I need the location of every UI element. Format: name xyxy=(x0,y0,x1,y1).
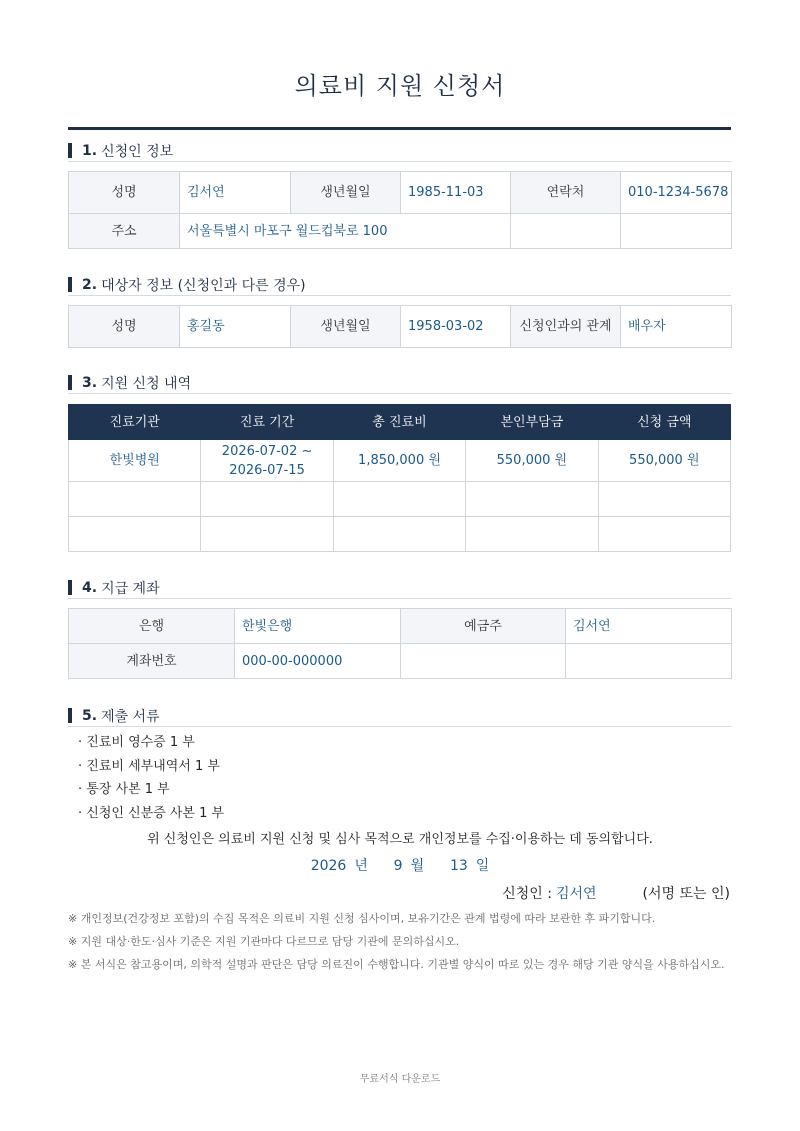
date-month: 9 xyxy=(393,858,403,874)
footer-text: 무료서식 다운로드 xyxy=(359,1074,441,1085)
signature-label: 신청인 : xyxy=(502,886,552,902)
account-number: 000-00-000000 xyxy=(235,644,401,679)
row-period: 2026-07-02 ~ 2026-07-15 xyxy=(201,440,333,482)
note-item: ※ 지원 대상·한도·심사 기준은 지원 기관마다 다르므로 담당 기관에 문의하십시오. xyxy=(68,935,460,948)
application-date xyxy=(0,855,800,875)
table-row-empty xyxy=(69,482,731,517)
col-header-hospital: 진료기관 xyxy=(69,405,201,440)
section-number: 2. xyxy=(82,276,98,293)
row-total: 1,850,000 원 xyxy=(333,440,465,482)
section-marker xyxy=(68,143,72,158)
date-day: 13 xyxy=(449,858,468,874)
list-item: · 진료비 영수증 1 부 xyxy=(78,735,195,750)
empty-cell xyxy=(69,482,201,517)
consent-statement: 위 신청인은 의료비 지원 신청 및 심사 목적으로 개인정보를 수집·이용하는 데 동의합니다. xyxy=(147,832,653,847)
table-row-empty xyxy=(69,517,731,552)
account-number-label: 계좌번호 xyxy=(69,644,235,679)
section-title: 신청인 정보 xyxy=(101,143,174,160)
note-item: ※ 본 서식은 참고용이며, 의학적 설명과 판단은 담당 의료진이 수행합니다. 기관별 양식이 따로 있는 경우 해당 기관 양식을 사용하십시오. xyxy=(68,958,725,971)
signature-note: (서명 또는 인) xyxy=(642,886,730,902)
empty-cell xyxy=(621,214,732,249)
list-item: · 진료비 세부내역서 1 부 xyxy=(78,758,220,774)
section-number: 3. xyxy=(82,374,98,391)
subject-relation: 배우자 xyxy=(621,306,732,348)
signature-line xyxy=(502,883,730,903)
subject-table xyxy=(68,305,732,348)
date-year: 2026 xyxy=(310,858,347,874)
subject-name: 홍길동 xyxy=(180,306,291,348)
signature-name: 김서연 xyxy=(555,886,597,902)
row-hospital: 한빛병원 xyxy=(69,440,201,482)
row-copay: 550,000 원 xyxy=(466,440,598,482)
section-account-header xyxy=(68,577,731,599)
empty-cell xyxy=(566,644,732,679)
notes xyxy=(68,910,731,979)
date-year-unit: 년 xyxy=(354,858,368,874)
subject-birth-label: 생년월일 xyxy=(291,306,401,348)
col-header-period: 진료 기간 xyxy=(201,405,333,440)
documents-list xyxy=(78,733,224,827)
applicant-table xyxy=(68,171,732,249)
row-amount: 550,000 원 xyxy=(598,440,730,482)
date-day-unit: 일 xyxy=(475,858,490,874)
support-table xyxy=(68,404,731,552)
empty-cell xyxy=(201,517,333,552)
applicant-name: 김서연 xyxy=(180,172,291,214)
col-header-amount: 신청 금액 xyxy=(598,405,730,440)
holder-label: 예금주 xyxy=(401,609,566,644)
account-table xyxy=(68,608,732,679)
applicant-address: 서울특별시 마포구 월드컵북로 100 xyxy=(180,214,511,249)
bank-name: 한빛은행 xyxy=(235,609,401,644)
section-title: 대상자 정보 (신청인과 다른 경우) xyxy=(101,277,306,294)
section-marker xyxy=(68,375,72,390)
section-marker xyxy=(68,277,72,292)
empty-cell xyxy=(69,517,201,552)
col-header-copay: 본인부담금 xyxy=(466,405,598,440)
subject-birth: 1958-03-02 xyxy=(401,306,511,348)
section-number: 5. xyxy=(82,707,98,724)
applicant-phone: 010-1234-5678 xyxy=(621,172,732,214)
empty-cell xyxy=(511,214,621,249)
col-header-total: 총 진료비 xyxy=(333,405,465,440)
list-item: · 통장 사본 1 부 xyxy=(78,782,170,797)
empty-cell xyxy=(466,517,598,552)
table-row xyxy=(69,440,731,482)
empty-cell xyxy=(333,517,465,552)
section-title: 제출 서류 xyxy=(101,708,160,725)
document-title: 의료비 지원 신청서 xyxy=(294,72,506,100)
section-number: 4. xyxy=(82,579,98,596)
subject-name-label: 성명 xyxy=(69,306,180,348)
applicant-name-label: 성명 xyxy=(69,172,180,214)
empty-cell xyxy=(333,482,465,517)
empty-cell xyxy=(401,644,566,679)
title-divider xyxy=(68,127,731,130)
empty-cell xyxy=(598,482,730,517)
list-item: · 신청인 신분증 사본 1 부 xyxy=(78,805,225,821)
applicant-birth-label: 생년월일 xyxy=(291,172,401,214)
section-title: 지급 계좌 xyxy=(101,580,160,597)
section-applicant-header xyxy=(68,140,731,162)
subject-relation-label: 신청인과의 관계 xyxy=(511,306,621,348)
applicant-phone-label: 연락처 xyxy=(511,172,621,214)
section-support-header xyxy=(68,372,731,394)
section-marker xyxy=(68,580,72,595)
empty-cell xyxy=(466,482,598,517)
date-month-unit: 월 xyxy=(410,858,425,874)
note-item: ※ 개인정보(건강정보 포함)의 수집 목적은 의료비 지원 신청 심사이며, 보유기간은 관계 법령에 따라 보관한 후 파기합니다. xyxy=(68,912,656,925)
section-number: 1. xyxy=(82,142,98,159)
section-subject-header xyxy=(68,274,731,296)
empty-cell xyxy=(201,482,333,517)
section-title: 지원 신청 내역 xyxy=(101,375,192,392)
bank-label: 은행 xyxy=(69,609,235,644)
holder-name: 김서연 xyxy=(566,609,732,644)
section-marker xyxy=(68,708,72,723)
applicant-birth: 1985-11-03 xyxy=(401,172,511,214)
applicant-address-label: 주소 xyxy=(69,214,180,249)
empty-cell xyxy=(598,517,730,552)
section-documents-header xyxy=(68,705,731,727)
